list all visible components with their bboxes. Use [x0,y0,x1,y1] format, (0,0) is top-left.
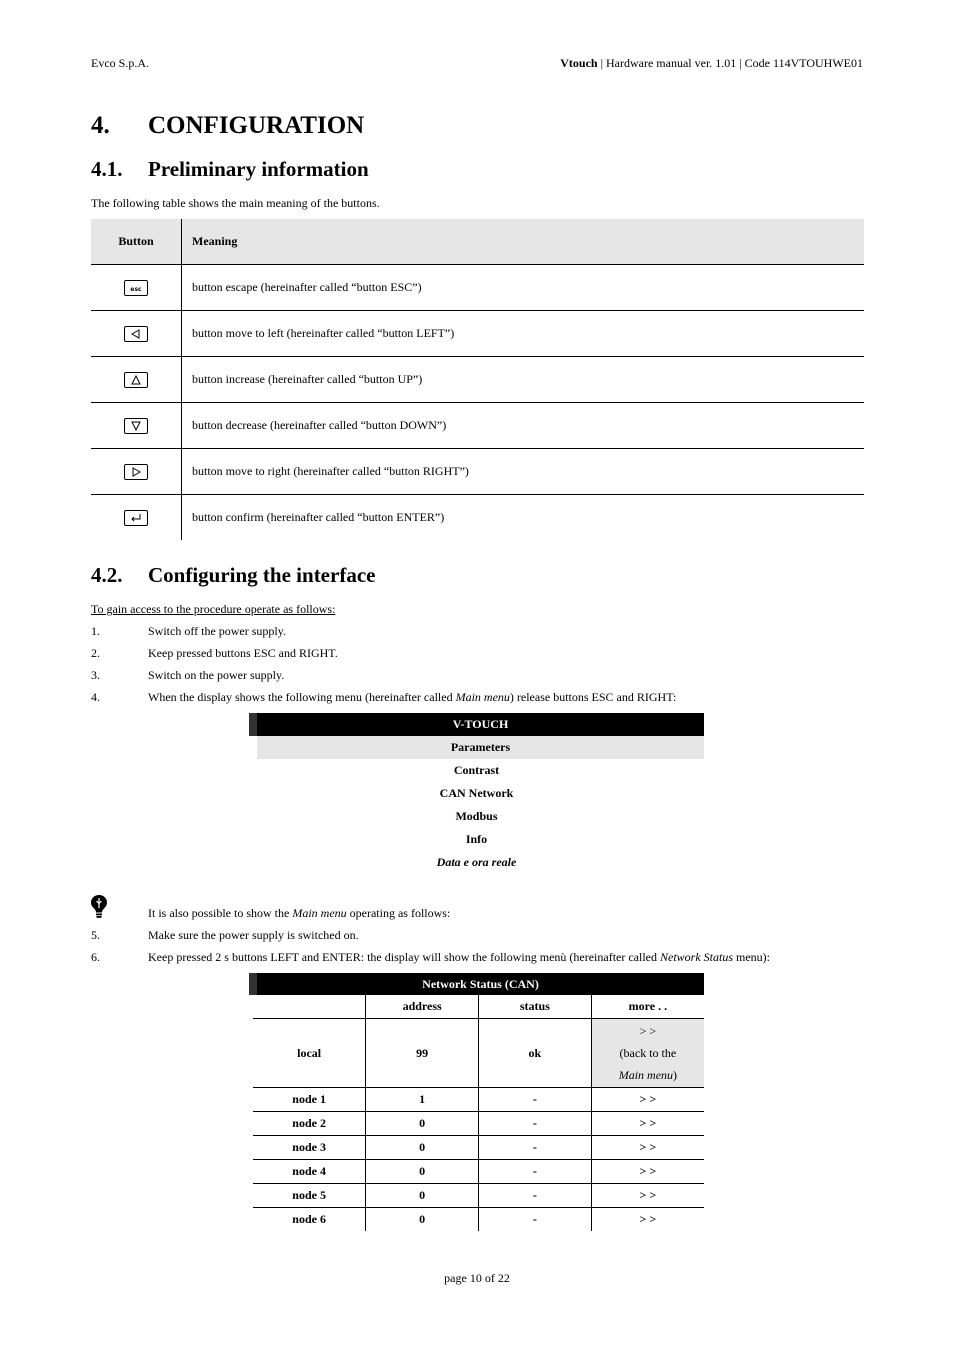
column-header-address: address [366,995,479,1019]
step-number: 2. [91,646,100,660]
node-name: node 4 [253,1160,366,1184]
node-more: > > [591,1136,704,1160]
column-header-status: status [479,995,592,1019]
node-name: node 1 [253,1088,366,1112]
step-number: 6. [91,950,100,964]
access-title: To gain access to the procedure operate as follows: [91,602,336,616]
node-status: - [479,1136,592,1160]
more-note: (back to the [619,1046,677,1060]
node-status: - [479,1184,592,1208]
step-text-part: When the display shows the following menu (hereinafter called [148,690,456,704]
button-meaning: button increase (hereinafter called “button UP”) [182,357,865,403]
column-header-button: Button [91,219,182,265]
step-number: 5. [91,928,100,942]
main-menu-title: V-TOUCH [249,713,704,736]
tip-text [148,906,450,921]
button-meaning: button move to right (hereinafter called “button RIGHT”) [182,449,865,495]
step-text-part: Keep pressed 2 s buttons LEFT and ENTER: the display will show the following menù (hereinafter called [148,950,660,964]
menu-item-can-network: CAN Network [439,786,514,800]
section-heading: CONFIGURATION [148,112,365,139]
more-arrows: > > [639,1024,657,1038]
step-number: 1. [91,624,100,638]
node-name: node 2 [253,1112,366,1136]
column-header-more: more . . [591,995,704,1019]
header-product: Vtouch [560,56,598,70]
subsection-number: 4.2. [91,563,123,587]
node-status: - [479,1088,592,1112]
tip-text-part: operating as follows: [346,906,451,920]
table-row [253,1112,704,1136]
node-status: - [479,1160,592,1184]
subsection-title-configuring [91,563,375,588]
left-arrow-key-icon [124,326,148,342]
menu-item-modbus: Modbus [455,809,498,823]
more-note [592,1064,704,1086]
intro-text: The following table shows the main meaning of the buttons. [91,196,380,210]
step-text-part: menu): [733,950,771,964]
lightbulb-icon [89,893,109,924]
network-status-title: Network Status (CAN) [253,973,704,995]
tip-text-emphasis: Main menu [292,906,347,920]
svg-text:esc: esc [130,285,142,293]
table-row [253,1208,704,1232]
step-text-part: ) release buttons ESC and RIGHT: [509,690,677,704]
button-meaning: button escape (hereinafter called “button ESC”) [182,265,865,311]
node-more: > > [591,1160,704,1184]
header-code: | Hardware manual ver. 1.01 | Code 114VTOUHWE01 [597,56,863,70]
column-header-meaning: Meaning [182,219,865,265]
step-text [148,950,770,965]
network-status-table [249,973,704,1231]
subsection-heading: Preliminary information [148,157,369,181]
table-row [253,1088,704,1112]
node-more: > > [591,1208,704,1232]
node-status: - [479,1112,592,1136]
buttons-table [91,219,864,540]
menu-item-parameters: Parameters [249,736,704,759]
node-name: node 5 [253,1184,366,1208]
main-menu [249,713,704,874]
enter-key-icon [124,510,148,526]
esc-key-icon [124,280,148,296]
step-text-emphasis: Network Status [660,950,734,964]
step-text: Make sure the power supply is switched on. [148,928,359,942]
right-arrow-key-icon [124,464,148,480]
table-row [91,495,864,541]
node-status: ok [479,1019,592,1088]
step-text [148,690,676,705]
step-number: 3. [91,668,100,682]
node-name: local [253,1019,366,1088]
subsection-number: 4.1. [91,157,123,181]
table-header-row [253,995,704,1019]
node-address: 99 [366,1019,479,1088]
table-row [91,449,864,495]
menu-item-data-e-ora-reale: Data e ora reale [436,855,517,869]
step-number: 4. [91,690,100,704]
menu-item-contrast: Contrast [453,763,500,777]
table-row [91,311,864,357]
table-row [91,403,864,449]
table-row [253,1184,704,1208]
node-address: 0 [366,1208,479,1232]
header-doc-info [560,56,863,71]
node-more: > > [591,1112,704,1136]
step-text: Switch off the power supply. [148,624,286,638]
up-arrow-key-icon [124,372,148,388]
more-note-emphasis: Main menu [618,1068,674,1082]
button-meaning: button confirm (hereinafter called “button ENTER”) [192,510,445,524]
table-header-row [91,219,864,265]
subsection-title-preliminary [91,157,369,182]
section-title [91,112,364,140]
step-text: Keep pressed buttons ESC and RIGHT. [148,646,338,660]
node-more: > > [591,1184,704,1208]
menu-item-info: Info [465,832,488,846]
table-row-local [253,1019,704,1088]
step-text-emphasis: Main menu [455,690,510,704]
table-row [91,265,864,311]
button-meaning: button move to left (hereinafter called “button LEFT”) [182,311,865,357]
network-status-title-row [253,973,704,995]
node-address: 0 [366,1184,479,1208]
node-address: 1 [366,1088,479,1112]
node-more [591,1019,704,1088]
table-row [91,357,864,403]
section-number: 4. [91,112,110,139]
step-text: Switch on the power supply. [148,668,285,682]
header-company: Evco S.p.A. [91,56,149,70]
node-address: 0 [366,1112,479,1136]
node-more: > > [591,1088,704,1112]
tip-text-part: It is also possible to show the [148,906,293,920]
table-row [253,1160,704,1184]
subsection-heading: Configuring the interface [148,563,376,587]
node-status: - [479,1208,592,1232]
column-header-node [253,995,366,1019]
node-address: 0 [366,1160,479,1184]
node-name: node 6 [292,1212,326,1226]
more-note-end: ) [673,1068,678,1082]
down-arrow-key-icon [124,418,148,434]
table-row [253,1136,704,1160]
node-address: 0 [366,1136,479,1160]
button-meaning: button decrease (hereinafter called “button DOWN”) [182,403,865,449]
node-name: node 3 [253,1136,366,1160]
page-footer: page 10 of 22 [444,1271,510,1285]
